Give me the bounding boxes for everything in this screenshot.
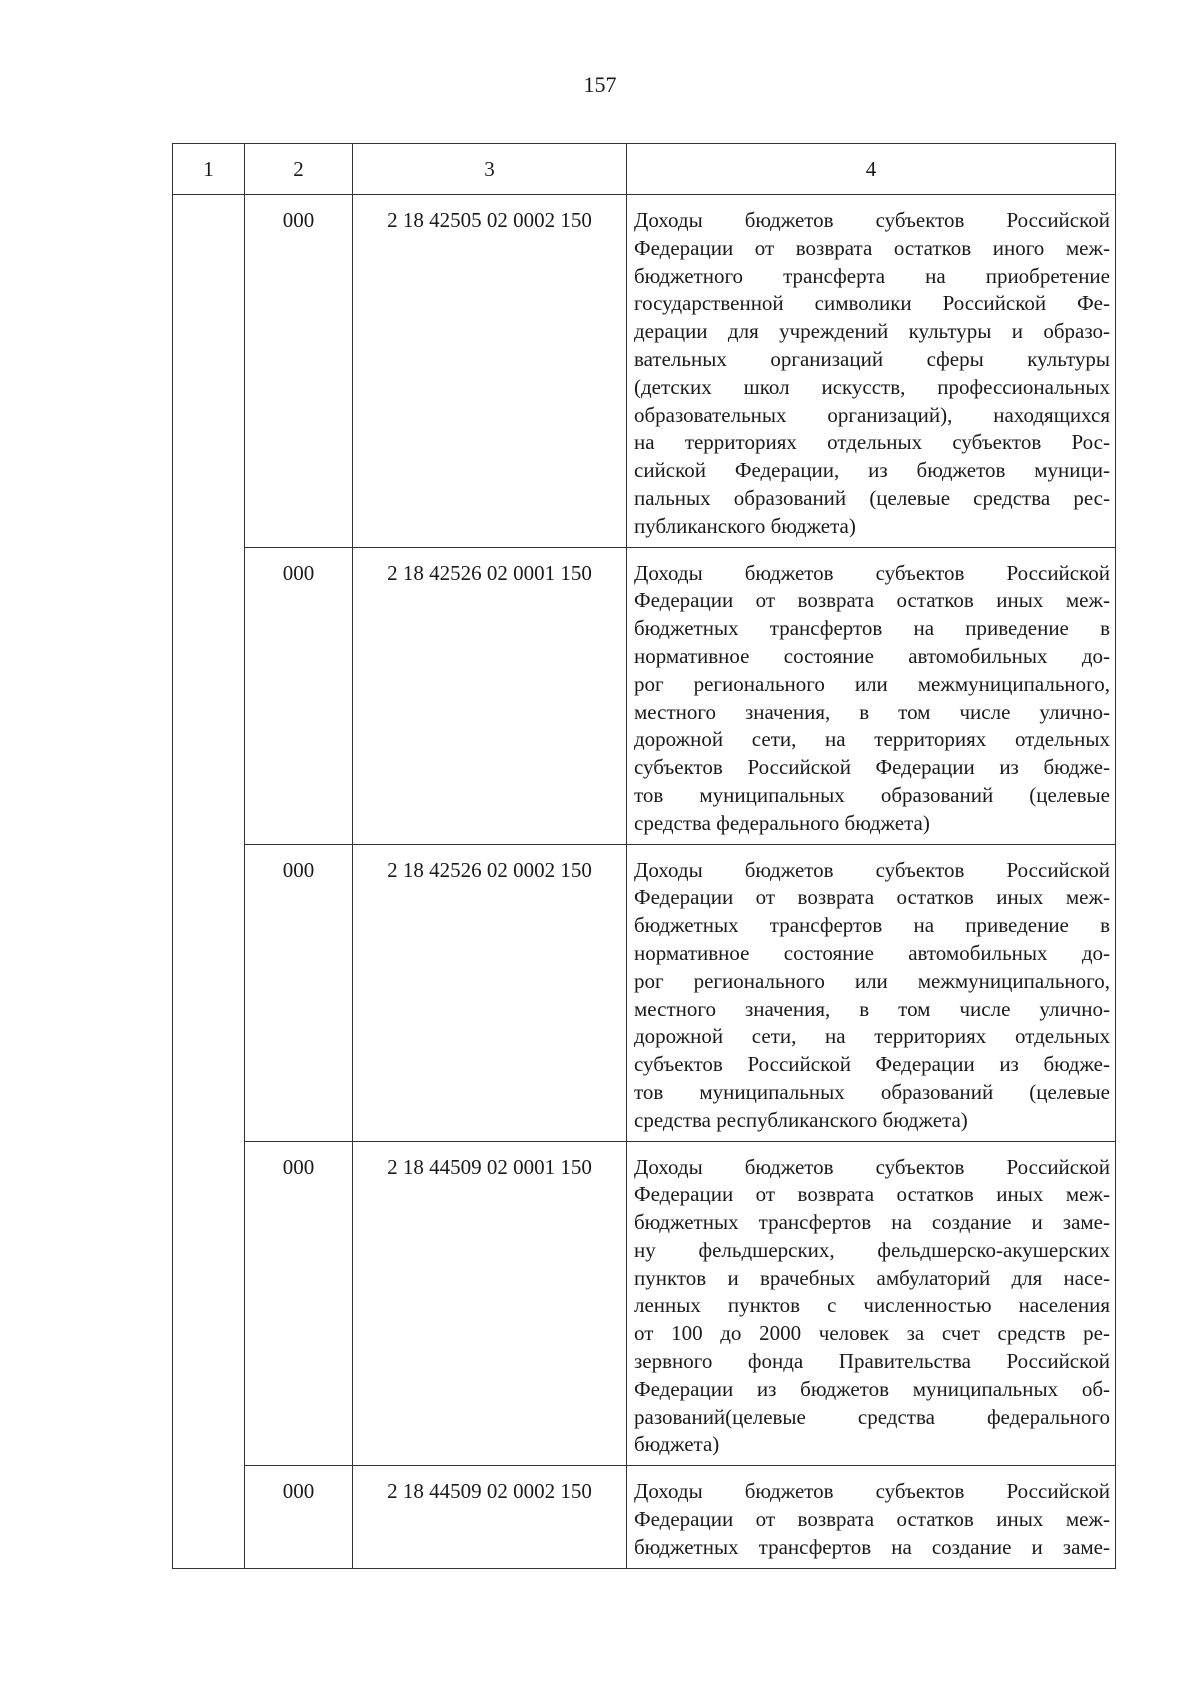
description-line: дерации для учреждений культуры и образо- (634, 319, 1110, 344)
description-line: публиканского бюджета) (634, 513, 856, 538)
income-codes-table (172, 143, 1116, 1569)
description-line: субъектов Российской Федерации из бюдже- (634, 755, 1110, 780)
description-cell (627, 547, 1116, 844)
table-header-row (173, 144, 1116, 195)
description-line: ленных пунктов с численностью населения (634, 1293, 1110, 1318)
description-cell (627, 1466, 1116, 1568)
description-line: сийской Федерации, из бюджетов муници- (634, 458, 1110, 483)
income-code-cell: 2 18 44509 02 0002 150 (353, 1466, 627, 1568)
description-line: ну фельдшерских, фельдшерско-акушерских (634, 1237, 1110, 1262)
description-cell (627, 844, 1116, 1141)
column-header-4: 4 (627, 144, 1116, 195)
page-number: 157 (583, 72, 617, 97)
description-line: средства федерального бюджета) (634, 810, 930, 835)
table-row (173, 1141, 1116, 1466)
description-line: бюджета) (634, 1432, 720, 1457)
table-row (173, 195, 1116, 548)
description-line: пальных образований (целевые средства рес- (634, 485, 1110, 510)
description-line: Федерации от возврата остатков иного меж- (634, 235, 1110, 260)
table-body (173, 195, 1116, 1569)
income-code-cell: 2 18 42505 02 0002 150 (353, 195, 627, 548)
description-line: субъектов Российской Федерации из бюдже- (634, 1052, 1110, 1077)
admin-code-cell: 000 (245, 1141, 353, 1466)
admin-code-cell: 000 (245, 1466, 353, 1568)
description-line: государственной символики Российской Фе- (634, 291, 1110, 316)
description-line: Федерации от возврата остатков иных меж- (634, 588, 1110, 613)
description-line: Федерации от возврата остатков иных меж- (634, 1507, 1110, 1532)
description-cell (627, 1141, 1116, 1466)
income-code-cell: 2 18 42526 02 0001 150 (353, 547, 627, 844)
description-line: разований(целевые средства федерального (634, 1404, 1110, 1429)
income-code-cell: 2 18 42526 02 0002 150 (353, 844, 627, 1141)
description-line: образовательных организаций), находящихся (634, 402, 1110, 427)
description-line: Доходы бюджетов субъектов Российской (634, 857, 1110, 882)
description-line: Доходы бюджетов субъектов Российской (634, 1479, 1110, 1504)
description-line: зервного фонда Правительства Российской (634, 1349, 1110, 1374)
description-line: бюджетных трансфертов на приведение в (634, 616, 1110, 641)
description-line: Доходы бюджетов субъектов Российской (634, 1154, 1110, 1179)
description-line: бюджетных трансфертов на приведение в (634, 913, 1110, 938)
description-line: (детских школ искусств, профессиональных (634, 374, 1110, 399)
column-header-1: 1 (173, 144, 245, 195)
description-line: тов муниципальных образований (целевые (634, 1079, 1110, 1104)
description-line: на территориях отдельных субъектов Рос- (634, 430, 1110, 455)
table-row (173, 1466, 1116, 1568)
description-line: тов муниципальных образований (целевые (634, 782, 1110, 807)
description-line: бюджетных трансфертов на создание и заме- (634, 1210, 1110, 1235)
description-line: нормативное состояние автомобильных до- (634, 643, 1110, 668)
description-line: местного значения, в том числе улично- (634, 699, 1110, 724)
table-row (173, 547, 1116, 844)
description-line: вательных организаций сферы культуры (634, 346, 1110, 371)
description-line: Федерации из бюджетов муниципальных об- (634, 1376, 1110, 1401)
description-line: от 100 до 2000 человек за счет средств ре- (634, 1321, 1110, 1346)
description-cell (627, 195, 1116, 548)
description-line: рог регионального или межмуниципального, (634, 671, 1110, 696)
admin-code-cell: 000 (245, 844, 353, 1141)
description-line: бюджетного трансферта на приобретение (634, 263, 1110, 288)
description-line: Федерации от возврата остатков иных меж- (634, 885, 1110, 910)
income-code-cell: 2 18 44509 02 0001 150 (353, 1141, 627, 1466)
admin-code-cell: 000 (245, 547, 353, 844)
column-header-3: 3 (353, 144, 627, 195)
row-number-cell (173, 195, 245, 1569)
admin-code-cell: 000 (245, 195, 353, 548)
description-line: нормативное состояние автомобильных до- (634, 940, 1110, 965)
column-header-2: 2 (245, 144, 353, 195)
table-row (173, 844, 1116, 1141)
description-line: Доходы бюджетов субъектов Российской (634, 208, 1110, 232)
description-line: Доходы бюджетов субъектов Российской (634, 560, 1110, 585)
description-line: дорожной сети, на территориях отдельных (634, 1024, 1110, 1049)
description-line: Федерации от возврата остатков иных меж- (634, 1182, 1110, 1207)
description-line: бюджетных трансфертов на создание и заме- (634, 1534, 1110, 1559)
description-line: пунктов и врачебных амбулаторий для насе- (634, 1265, 1110, 1290)
description-line: местного значения, в том числе улично- (634, 996, 1110, 1021)
description-line: дорожной сети, на территориях отдельных (634, 727, 1110, 752)
description-line: рог регионального или межмуниципального, (634, 968, 1110, 993)
description-line: средства республиканского бюджета) (634, 1107, 968, 1132)
